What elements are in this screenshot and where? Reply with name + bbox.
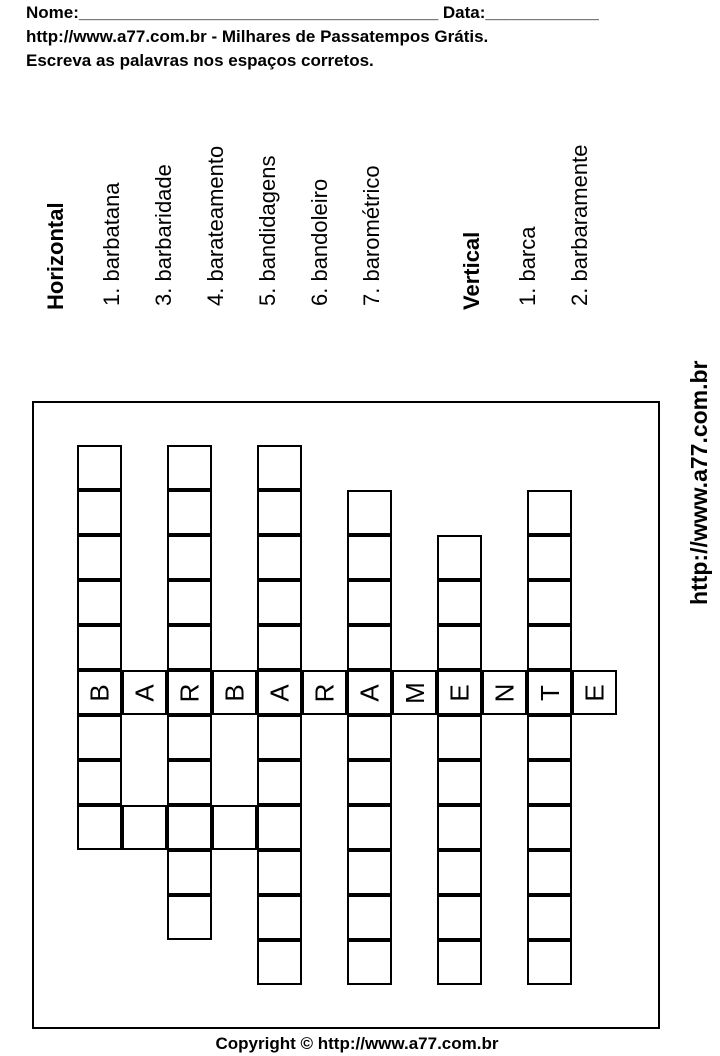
cell-letter: B <box>219 683 250 702</box>
grid-cell[interactable] <box>527 490 572 535</box>
cell-letter: N <box>489 683 520 702</box>
cell-letter: R <box>309 683 340 702</box>
grid-cell[interactable] <box>257 715 302 760</box>
grid-cell[interactable] <box>77 760 122 805</box>
cell-letter: A <box>129 683 160 702</box>
grid-cell[interactable] <box>257 850 302 895</box>
grid-cell[interactable] <box>527 850 572 895</box>
grid-cell[interactable] <box>437 625 482 670</box>
grid-cell[interactable] <box>122 805 167 850</box>
grid-cell[interactable] <box>167 535 212 580</box>
clue-v2: 2. barbaramente <box>567 144 592 306</box>
cell-letter: M <box>399 681 430 704</box>
grid-cell[interactable] <box>527 895 572 940</box>
grid-cell[interactable] <box>347 850 392 895</box>
grid-cell[interactable] <box>77 490 122 535</box>
grid-cell[interactable] <box>347 715 392 760</box>
grid-cell[interactable] <box>257 490 302 535</box>
vertical-clue-list <box>502 110 606 306</box>
clue-h4: 4. barateamento <box>203 145 228 306</box>
cell-letter: A <box>264 683 295 702</box>
grid-cell[interactable] <box>347 580 392 625</box>
grid-cell[interactable] <box>257 895 302 940</box>
grid-cell[interactable] <box>527 805 572 850</box>
clue-h7: 7. barométrico <box>359 165 384 306</box>
horizontal-heading: Horizontal <box>43 202 68 310</box>
cell-letter: E <box>444 683 475 702</box>
grid-cell[interactable] <box>77 805 122 850</box>
grid-cell-letter[interactable] <box>212 670 257 715</box>
clue-h1: 1. barbatana <box>99 182 124 306</box>
grid-cell[interactable] <box>347 490 392 535</box>
grid-cell-letter[interactable] <box>392 670 437 715</box>
clue-v1: 1. barca <box>515 226 540 306</box>
grid-cell[interactable] <box>347 895 392 940</box>
horizontal-clues <box>36 100 76 310</box>
grid-cell[interactable] <box>437 895 482 940</box>
grid-cell[interactable] <box>167 850 212 895</box>
grid-cell[interactable] <box>257 805 302 850</box>
grid-cell[interactable] <box>257 580 302 625</box>
grid-cell[interactable] <box>257 760 302 805</box>
grid-cell[interactable] <box>437 715 482 760</box>
grid-cell[interactable] <box>77 580 122 625</box>
grid-cell-letter[interactable] <box>167 670 212 715</box>
grid-cell[interactable] <box>257 535 302 580</box>
grid-cell[interactable] <box>257 625 302 670</box>
grid-cell[interactable] <box>257 445 302 490</box>
cell-letter: B <box>84 683 115 702</box>
cell-letter: A <box>354 683 385 702</box>
grid-cell[interactable] <box>167 895 212 940</box>
instruction: Escreva as palavras nos espaços corretos. <box>26 51 374 70</box>
grid-cell[interactable] <box>347 805 392 850</box>
grid-cell[interactable] <box>77 715 122 760</box>
side-url: http://www.a77.com.br <box>686 360 712 605</box>
grid-cell[interactable] <box>77 535 122 580</box>
copyright-footer: Copyright © http://www.a77.com.br <box>215 1034 499 1053</box>
grid-cell-letter[interactable] <box>527 670 572 715</box>
grid-cell-letter[interactable] <box>572 670 617 715</box>
vertical-clues <box>452 100 492 310</box>
grid-cell[interactable] <box>212 805 257 850</box>
grid-cell[interactable] <box>527 625 572 670</box>
grid-cell[interactable] <box>167 445 212 490</box>
grid-cell-letter[interactable] <box>77 670 122 715</box>
grid-cell[interactable] <box>347 535 392 580</box>
grid-cell[interactable] <box>167 805 212 850</box>
grid-cell[interactable] <box>167 625 212 670</box>
cell-letter: E <box>579 683 610 702</box>
grid-cell[interactable] <box>527 580 572 625</box>
grid-cell[interactable] <box>527 760 572 805</box>
grid-cell[interactable] <box>437 940 482 985</box>
name-date-line: Nome:______________________________________ Data:____________ <box>26 3 599 22</box>
grid-cell[interactable] <box>437 580 482 625</box>
grid-cell[interactable] <box>167 715 212 760</box>
cell-letter: R <box>174 683 205 702</box>
grid-cell-letter[interactable] <box>437 670 482 715</box>
grid-cell[interactable] <box>437 850 482 895</box>
clue-h6: 6. bandoleiro <box>307 178 332 306</box>
grid-cell[interactable] <box>167 580 212 625</box>
grid-cell[interactable] <box>257 940 302 985</box>
grid-cell[interactable] <box>527 940 572 985</box>
grid-cell-letter[interactable] <box>122 670 167 715</box>
grid-cell-letter[interactable] <box>302 670 347 715</box>
grid-cell-letter[interactable] <box>257 670 302 715</box>
site-line: http://www.a77.com.br - Milhares de Passatempos Grátis. <box>26 27 489 46</box>
grid-cell[interactable] <box>527 715 572 760</box>
grid-cell[interactable] <box>167 490 212 535</box>
grid-cell[interactable] <box>347 625 392 670</box>
grid-cell[interactable] <box>347 940 392 985</box>
grid-cell[interactable] <box>347 760 392 805</box>
clue-h3: 3. barbaridade <box>151 164 176 306</box>
grid-cell[interactable] <box>77 625 122 670</box>
cell-letter: T <box>534 684 565 701</box>
grid-cell-letter[interactable] <box>482 670 527 715</box>
grid-cell[interactable] <box>437 535 482 580</box>
grid-cell-letter[interactable] <box>347 670 392 715</box>
grid-cell[interactable] <box>437 805 482 850</box>
grid-cell[interactable] <box>77 445 122 490</box>
grid-cell[interactable] <box>527 535 572 580</box>
vertical-heading: Vertical <box>459 231 484 310</box>
clue-h5: 5. bandidagens <box>255 155 280 306</box>
horizontal-clue-list <box>86 110 398 306</box>
grid-cell[interactable] <box>167 760 212 805</box>
grid-cell[interactable] <box>437 760 482 805</box>
